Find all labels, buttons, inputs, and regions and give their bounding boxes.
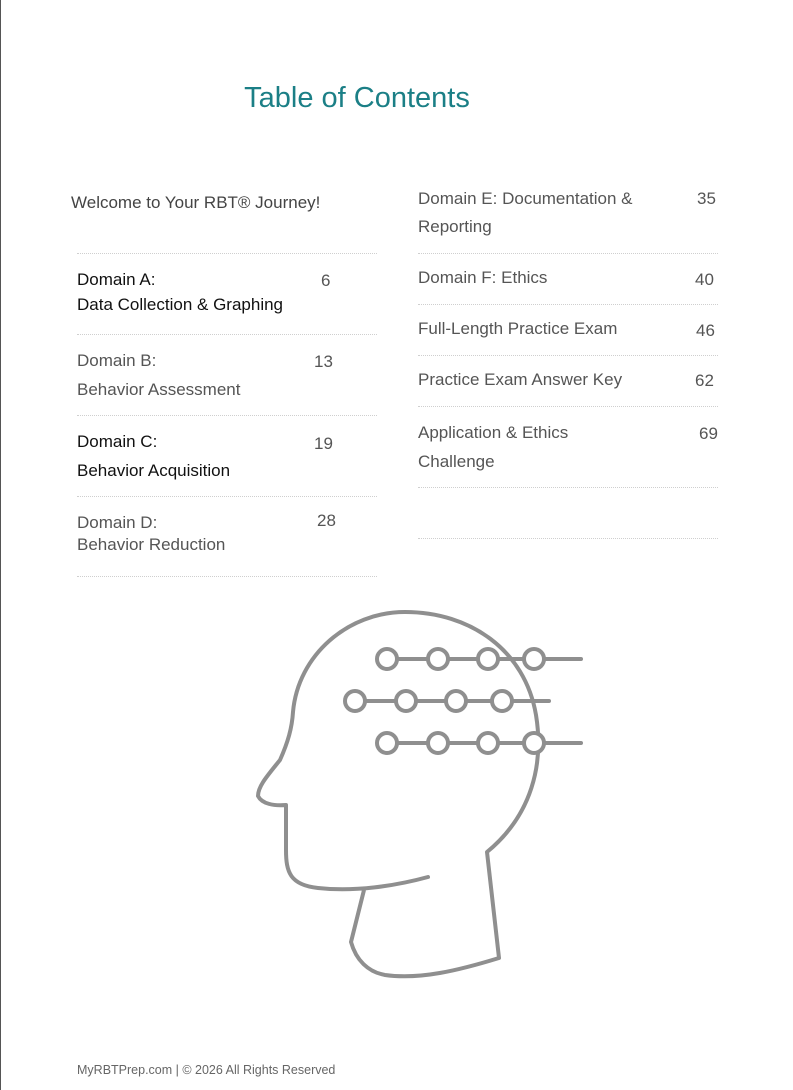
node bbox=[428, 649, 448, 669]
toc-entry-label-sub: Behavior Assessment bbox=[77, 380, 241, 399]
node bbox=[478, 649, 498, 669]
toc-entry-page: 6 bbox=[321, 271, 331, 290]
node bbox=[396, 691, 416, 711]
node bbox=[446, 691, 466, 711]
node bbox=[478, 733, 498, 753]
toc-entry-label: Domain D: bbox=[77, 513, 158, 532]
toc-entry-label: Domain A: bbox=[77, 270, 156, 289]
toc-entry-page: 40 bbox=[695, 270, 714, 289]
node bbox=[492, 691, 512, 711]
toc-entry-label-sub: Behavior Reduction bbox=[77, 535, 226, 554]
toc-entry-page: 62 bbox=[695, 371, 714, 390]
toc-entry-label: Application & Ethics bbox=[418, 423, 569, 442]
node bbox=[524, 649, 544, 669]
node bbox=[524, 733, 544, 753]
toc-entry-label: Domain E: Documentation & bbox=[418, 189, 633, 208]
toc-entry-label: Domain C: bbox=[77, 432, 158, 451]
node bbox=[345, 691, 365, 711]
toc-entry-page: 13 bbox=[314, 352, 333, 371]
toc-entry-label: Domain F: Ethics bbox=[418, 268, 548, 287]
toc-entry-label-sub: Data Collection & Graphing bbox=[77, 295, 284, 314]
toc-entry-label: Domain B: bbox=[77, 351, 157, 370]
toc-entry-label-sub: Behavior Acquisition bbox=[77, 461, 231, 480]
footer-copyright: MyRBTPrep.com | © 2026 All Rights Reserved bbox=[77, 1063, 336, 1077]
toc-entry-page: 35 bbox=[697, 189, 716, 208]
toc-entry-label: Full-Length Practice Exam bbox=[418, 319, 618, 338]
page-title: Table of Contents bbox=[244, 82, 470, 114]
toc-entry-page: 46 bbox=[696, 321, 715, 340]
toc-entry-label: Practice Exam Answer Key bbox=[418, 370, 623, 389]
toc-entry-page: 19 bbox=[314, 434, 333, 453]
toc-entry-page: 69 bbox=[699, 424, 718, 443]
node bbox=[377, 733, 397, 753]
toc-entry-label-sub: Reporting bbox=[418, 217, 492, 236]
toc-entry-page: 28 bbox=[317, 511, 336, 530]
toc-entry-label: Welcome to Your RBT® Journey! bbox=[71, 193, 321, 212]
node bbox=[428, 733, 448, 753]
toc-entry-label-sub: Challenge bbox=[418, 452, 495, 471]
node bbox=[377, 649, 397, 669]
